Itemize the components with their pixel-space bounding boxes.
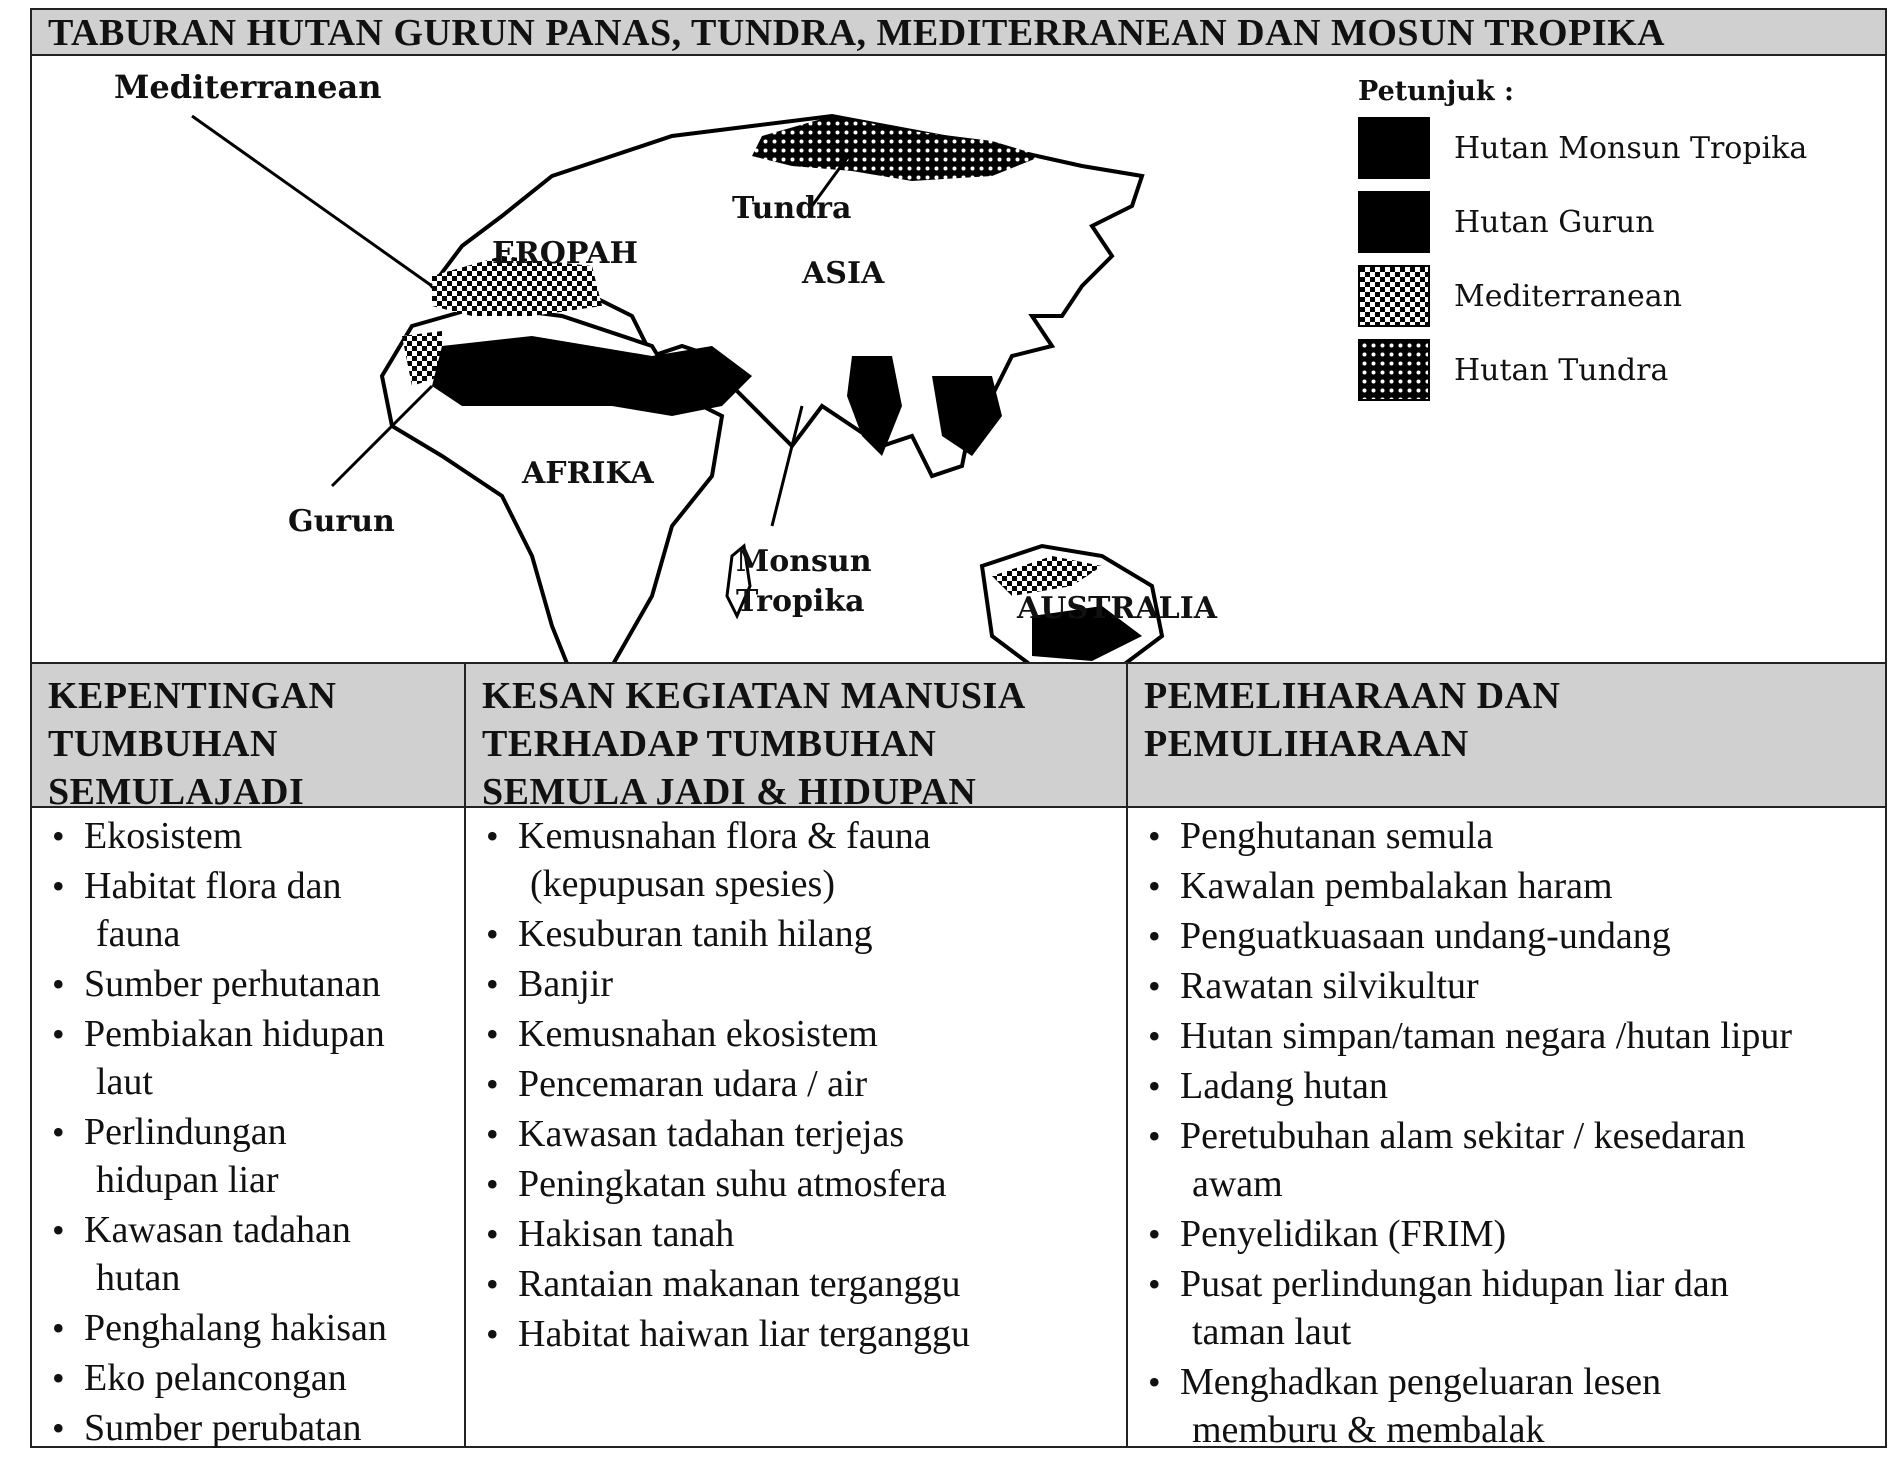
column-title-line: KESAN KEGIATAN MANUSIA (482, 675, 1026, 717)
list-item-text: Pusat perlindungan hidupan liar dan (1180, 1263, 1729, 1305)
list-item-text: Kesuburan tanih hilang (518, 913, 873, 955)
list-item-text: Rantaian makanan terganggu (518, 1263, 961, 1305)
legend-swatch-monsun (1358, 117, 1430, 179)
list-item-text: Kawasan tadahan (84, 1209, 351, 1251)
column-kesan (480, 812, 1120, 1360)
column-title-line: KEPENTINGAN (48, 675, 337, 717)
label-australia: AUSTRALIA (1017, 591, 1218, 626)
list-item (480, 910, 1120, 958)
list-item-text: Kawalan pembalakan haram (1180, 865, 1613, 907)
column-divider (1126, 662, 1128, 1446)
list-item (480, 1160, 1120, 1208)
list-item (1142, 1112, 1882, 1208)
list-item-text: Perlindungan (84, 1111, 287, 1153)
legend-label: Mediterranean (1454, 279, 1682, 314)
list-item (46, 1010, 456, 1106)
list-item (480, 1210, 1120, 1258)
list-item-text: Habitat flora dan (84, 865, 342, 907)
column-title-kesan (482, 672, 1026, 816)
legend-swatch-mediterranean (1358, 265, 1430, 327)
legend-title: Petunjuk : (1358, 76, 1514, 107)
list-item-text: Kawasan tadahan terjejas (518, 1113, 905, 1155)
legend-label: Hutan Gurun (1454, 205, 1655, 240)
column-title-line: PEMELIHARAAN DAN (1144, 675, 1561, 717)
list-item-text: Peningkatan suhu atmosfera (518, 1163, 947, 1205)
label-mediterranean: Mediterranean (114, 68, 382, 106)
list-item-text: Kemusnahan flora & fauna (518, 815, 931, 857)
column-pemeliharaan (1142, 812, 1882, 1456)
list-item (46, 960, 456, 1008)
list-item (1142, 1012, 1882, 1060)
mediterranean-pointer (192, 116, 432, 286)
bullet-list (480, 812, 1120, 1358)
list-item-text: Pembiakan hidupan (84, 1013, 385, 1055)
list-item (46, 1206, 456, 1302)
bullet-list (1142, 812, 1882, 1454)
legend-item (1358, 191, 1858, 265)
list-item-text: Peretubuhan alam sekitar / kesedaran (1180, 1115, 1746, 1157)
label-gurun: Gurun (288, 504, 395, 539)
list-item-text: Ekosistem (84, 815, 243, 857)
legend-swatch-tundra (1358, 339, 1430, 401)
legend-item (1358, 339, 1858, 413)
list-item (480, 1060, 1120, 1108)
list-item-text: Penghutanan semula (1180, 815, 1494, 857)
table-header (32, 662, 1885, 813)
list-item-text: Eko pelancongan (84, 1357, 347, 1399)
list-item (46, 1304, 456, 1352)
page-title: TABURAN HUTAN GURUN PANAS, TUNDRA, MEDITERRANEAN DAN MOSUN TROPIKA (32, 10, 1885, 56)
legend-label: Hutan Tundra (1454, 353, 1669, 388)
column-kepentingan (46, 812, 456, 1454)
column-title-line: TERHADAP TUMBUHAN (482, 723, 937, 765)
list-item-text: Banjir (518, 963, 613, 1005)
list-item (1142, 962, 1882, 1010)
desert-region (432, 336, 752, 416)
list-item-continuation: awam (1192, 1163, 1283, 1205)
list-item (1142, 1210, 1882, 1258)
list-item (1142, 1358, 1882, 1454)
list-item (1142, 1062, 1882, 1110)
column-title-kepentingan (48, 672, 336, 816)
forest-distribution-sheet (30, 8, 1887, 1451)
column-title-line: SEMULAJADI (48, 771, 305, 813)
list-item-text: Hutan simpan/taman negara /hutan lipur (1180, 1015, 1793, 1057)
list-item (46, 812, 456, 860)
list-item (480, 1010, 1120, 1058)
list-item-text: Ladang hutan (1180, 1065, 1388, 1107)
column-title-line: PEMULIHARAAN (1144, 723, 1469, 765)
list-item (480, 1110, 1120, 1158)
list-item-text: Rawatan silvikultur (1180, 965, 1479, 1007)
map-panel (32, 56, 1885, 666)
list-item-text: Pencemaran udara / air (518, 1063, 868, 1105)
list-item-continuation: laut (96, 1061, 153, 1103)
list-item (480, 960, 1120, 1008)
label-afrika: AFRIKA (522, 456, 654, 491)
column-title-line: TUMBUHAN (48, 723, 278, 765)
column-divider (464, 662, 466, 1446)
list-item-continuation: hidupan liar (96, 1159, 279, 1201)
list-item (480, 812, 1120, 908)
list-item-text: Hakisan tanah (518, 1213, 735, 1255)
world-map (32, 56, 1352, 666)
list-item (46, 1404, 456, 1452)
list-item-text: Penguatkuasaan undang-undang (1180, 915, 1671, 957)
legend-swatch-gurun (1358, 191, 1430, 253)
list-item (46, 1354, 456, 1402)
list-item-continuation: fauna (96, 913, 181, 955)
list-item-text: Penghalang hakisan (84, 1307, 387, 1349)
list-item (46, 1108, 456, 1204)
legend-item (1358, 117, 1858, 191)
bullet-list (46, 812, 456, 1452)
list-item-text: Habitat haiwan liar terganggu (518, 1313, 970, 1355)
map-legend (1358, 76, 1858, 413)
legend-label: Hutan Monsun Tropika (1454, 131, 1808, 166)
list-item-text: Kemusnahan ekosistem (518, 1013, 878, 1055)
list-item (1142, 912, 1882, 960)
list-item (480, 1260, 1120, 1308)
label-monsun-line1: Monsun (736, 544, 872, 579)
label-tundra: Tundra (732, 191, 852, 226)
list-item (1142, 812, 1882, 860)
list-item (480, 1310, 1120, 1358)
label-monsun-line2: Tropika (736, 584, 865, 619)
legend-item (1358, 265, 1858, 339)
list-item (46, 862, 456, 958)
label-eropah: EROPAH (492, 236, 638, 271)
list-item-text: Sumber perubatan (84, 1407, 362, 1449)
list-item (1142, 862, 1882, 910)
list-item-continuation: taman laut (1192, 1311, 1352, 1353)
list-item-text: Penyelidikan (FRIM) (1180, 1213, 1507, 1255)
label-asia: ASIA (802, 256, 885, 291)
info-table (32, 662, 1885, 1451)
list-item-text: Sumber perhutanan (84, 963, 381, 1005)
list-item-continuation: memburu & membalak (1192, 1409, 1545, 1451)
list-item (1142, 1260, 1882, 1356)
list-item-continuation: (kepupusan spesies) (530, 863, 835, 905)
list-item-text: Menghadkan pengeluaran lesen (1180, 1361, 1662, 1403)
column-title-pemeliharaan (1144, 672, 1561, 768)
list-item-continuation: hutan (96, 1257, 181, 1299)
column-title-line: SEMULA JADI & HIDUPAN (482, 771, 977, 813)
